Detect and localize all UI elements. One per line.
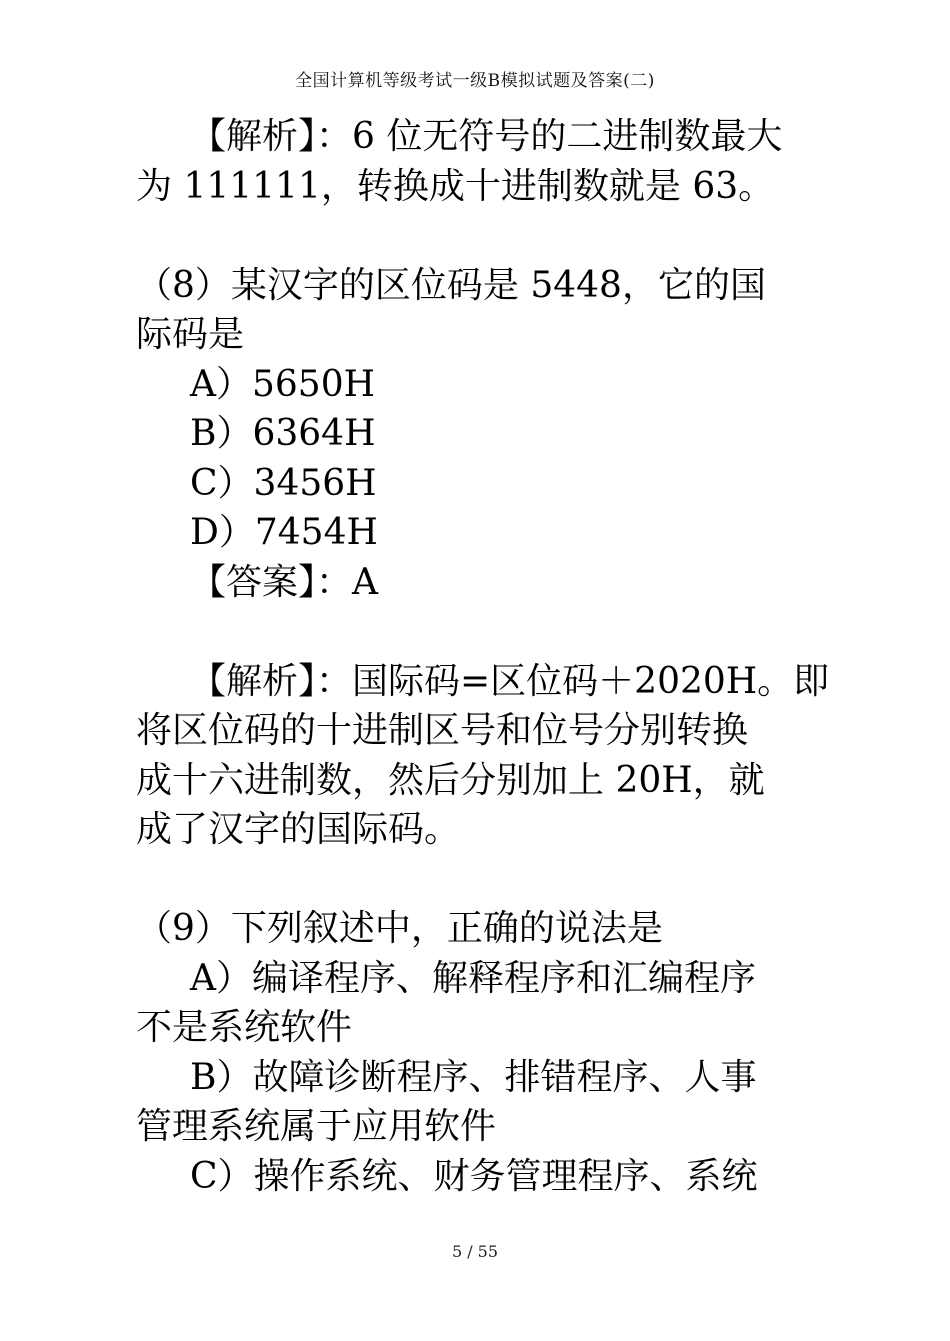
option-d: D）7454H: [190, 512, 378, 553]
page-number: 5 / 55: [451, 1242, 499, 1261]
analysis-line: 【解析】：国际码=区位码＋2020H。即: [190, 660, 830, 702]
page-header: 全国计算机等级考试一级B模拟试题及答案(二): [295, 71, 655, 91]
analysis-line: 将区位码的十进制区号和位号分别转换: [136, 710, 749, 751]
spacer: [136, 855, 808, 905]
question-8-stem: 际码是: [136, 314, 245, 355]
analysis-line: 【解析】：6 位无符号的二进制数最大: [190, 116, 783, 157]
option-b-continued: 管理系统属于应用软件: [136, 1106, 497, 1147]
option-c: C）3456H: [190, 462, 377, 504]
question-9-stem: （9）下列叙述中，正确的说法是: [136, 908, 663, 949]
analysis-line: 为 111111，转换成十进制数就是 63。: [136, 165, 775, 207]
option-b: B）故障诊断程序、排错程序、人事: [190, 1056, 757, 1098]
answer-line: 【答案】：A: [190, 561, 378, 603]
option-a-continued: 不是系统软件: [136, 1007, 353, 1048]
analysis-line: 成十六进制数，然后分别加上 20H，就: [136, 759, 765, 801]
option-a: A）5650H: [190, 363, 376, 405]
spacer: [136, 607, 808, 657]
option-b: B）6364H: [190, 413, 376, 454]
document-body: [136, 112, 830, 1201]
spacer: [136, 211, 808, 261]
question-8-stem: （8）某汉字的区位码是 5448，它的国: [136, 264, 766, 306]
option-c: C）操作系统、财务管理程序、系统: [190, 1155, 758, 1197]
option-a: A）编译程序、解释程序和汇编程序: [190, 957, 756, 999]
analysis-line: 成了汉字的国际码。: [136, 809, 461, 850]
